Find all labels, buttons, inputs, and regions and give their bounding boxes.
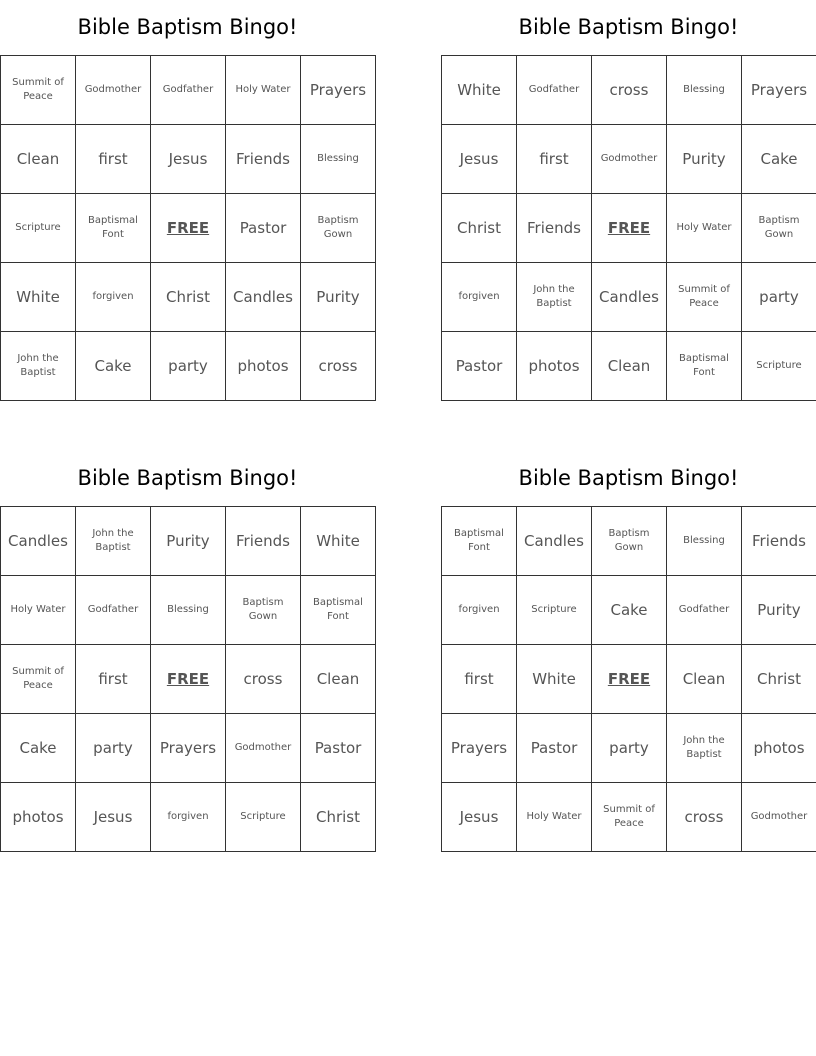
bingo-cell: White bbox=[301, 507, 376, 576]
bingo-row bbox=[442, 507, 816, 576]
bingo-cell: Purity bbox=[151, 507, 226, 576]
bingo-row bbox=[1, 576, 376, 645]
bingo-cell: Purity bbox=[301, 263, 376, 332]
bingo-cell: White bbox=[1, 263, 76, 332]
bingo-row bbox=[1, 194, 376, 263]
card-title: Bible Baptism Bingo! bbox=[518, 15, 739, 39]
bingo-cell: party bbox=[151, 332, 226, 401]
bingo-cell: Summit of Peace bbox=[1, 645, 76, 714]
bingo-cell: Clean bbox=[301, 645, 376, 714]
bingo-cell: Godfather bbox=[667, 576, 742, 645]
bingo-cell: Baptism Gown bbox=[592, 507, 667, 576]
bingo-row bbox=[442, 332, 816, 401]
bingo-cell: Scripture bbox=[226, 783, 301, 852]
bingo-cell: Clean bbox=[1, 125, 76, 194]
bingo-cell: Prayers bbox=[742, 56, 816, 125]
bingo-cell: Holy Water bbox=[667, 194, 742, 263]
bingo-grid bbox=[441, 55, 816, 401]
free-space-cell: FREE bbox=[592, 194, 667, 263]
bingo-cell: Pastor bbox=[517, 714, 592, 783]
bingo-cell: first bbox=[517, 125, 592, 194]
bingo-cell: Scripture bbox=[742, 332, 816, 401]
bingo-cell: Jesus bbox=[442, 783, 517, 852]
bingo-cell: party bbox=[76, 714, 151, 783]
bingo-grid bbox=[441, 506, 816, 852]
bingo-cell: photos bbox=[517, 332, 592, 401]
bingo-cell: John the Baptist bbox=[76, 507, 151, 576]
bingo-row bbox=[442, 125, 816, 194]
bingo-cell: cross bbox=[226, 645, 301, 714]
bingo-row bbox=[442, 576, 816, 645]
bingo-cell: Candles bbox=[226, 263, 301, 332]
bingo-cell: first bbox=[76, 125, 151, 194]
bingo-row bbox=[1, 645, 376, 714]
bingo-cell: Prayers bbox=[151, 714, 226, 783]
bingo-cell: John the Baptist bbox=[517, 263, 592, 332]
bingo-cell: forgiven bbox=[76, 263, 151, 332]
bingo-cell: Candles bbox=[517, 507, 592, 576]
bingo-cell: cross bbox=[667, 783, 742, 852]
bingo-cell: Cake bbox=[1, 714, 76, 783]
bingo-cell: Baptism Gown bbox=[301, 194, 376, 263]
card-title: Bible Baptism Bingo! bbox=[518, 466, 739, 490]
bingo-cell: Friends bbox=[226, 507, 301, 576]
bingo-card-2 bbox=[441, 0, 816, 401]
bingo-cell: Clean bbox=[592, 332, 667, 401]
bingo-cell: first bbox=[442, 645, 517, 714]
bingo-cell: White bbox=[442, 56, 517, 125]
bingo-cell: Blessing bbox=[667, 56, 742, 125]
bingo-cell: Godmother bbox=[592, 125, 667, 194]
bingo-row bbox=[442, 194, 816, 263]
bingo-cell: Godfather bbox=[151, 56, 226, 125]
bingo-cell: photos bbox=[1, 783, 76, 852]
bingo-cell: Purity bbox=[667, 125, 742, 194]
bingo-row bbox=[1, 332, 376, 401]
bingo-grid bbox=[0, 506, 376, 852]
bingo-cell: cross bbox=[301, 332, 376, 401]
bingo-cell: Christ bbox=[442, 194, 517, 263]
bingo-row bbox=[1, 783, 376, 852]
bingo-cell: cross bbox=[592, 56, 667, 125]
bingo-cell: Pastor bbox=[442, 332, 517, 401]
bingo-cell: Baptism Gown bbox=[742, 194, 816, 263]
free-space-cell: FREE bbox=[592, 645, 667, 714]
bingo-card-1 bbox=[0, 0, 375, 401]
card-title: Bible Baptism Bingo! bbox=[77, 466, 298, 490]
bingo-cell: Godfather bbox=[76, 576, 151, 645]
bingo-cell: Christ bbox=[151, 263, 226, 332]
bingo-cell: Godfather bbox=[517, 56, 592, 125]
bingo-cell: White bbox=[517, 645, 592, 714]
bingo-cell: Blessing bbox=[301, 125, 376, 194]
bingo-row bbox=[442, 714, 816, 783]
bingo-cell: photos bbox=[742, 714, 816, 783]
bingo-cell: Scripture bbox=[1, 194, 76, 263]
bingo-row bbox=[1, 125, 376, 194]
bingo-cell: Scripture bbox=[517, 576, 592, 645]
free-space-cell: FREE bbox=[151, 645, 226, 714]
bingo-cell: Candles bbox=[592, 263, 667, 332]
bingo-cell: party bbox=[742, 263, 816, 332]
bingo-cell: Blessing bbox=[667, 507, 742, 576]
bingo-cell: Godmother bbox=[742, 783, 816, 852]
bingo-row bbox=[442, 263, 816, 332]
bingo-cell: John the Baptist bbox=[667, 714, 742, 783]
bingo-cell: forgiven bbox=[151, 783, 226, 852]
bingo-cell: first bbox=[76, 645, 151, 714]
bingo-cell: Cake bbox=[742, 125, 816, 194]
bingo-cell: Jesus bbox=[151, 125, 226, 194]
bingo-row bbox=[1, 56, 376, 125]
bingo-cell: Cake bbox=[76, 332, 151, 401]
bingo-row bbox=[442, 645, 816, 714]
bingo-cell: forgiven bbox=[442, 263, 517, 332]
bingo-cell: Prayers bbox=[442, 714, 517, 783]
bingo-row bbox=[1, 263, 376, 332]
bingo-cell: Pastor bbox=[301, 714, 376, 783]
bingo-cell: Purity bbox=[742, 576, 816, 645]
bingo-cell: Baptism Gown bbox=[226, 576, 301, 645]
bingo-row bbox=[1, 507, 376, 576]
card-title: Bible Baptism Bingo! bbox=[77, 15, 298, 39]
bingo-cell: photos bbox=[226, 332, 301, 401]
bingo-row bbox=[442, 56, 816, 125]
bingo-cell: Friends bbox=[226, 125, 301, 194]
bingo-cell: Summit of Peace bbox=[1, 56, 76, 125]
bingo-cell: Godmother bbox=[226, 714, 301, 783]
bingo-grid bbox=[0, 55, 376, 401]
bingo-row bbox=[1, 714, 376, 783]
bingo-cell: Holy Water bbox=[226, 56, 301, 125]
bingo-card-3 bbox=[0, 451, 375, 852]
bingo-cell: Christ bbox=[301, 783, 376, 852]
bingo-cell: Baptismal Font bbox=[301, 576, 376, 645]
bingo-cell: Summit of Peace bbox=[592, 783, 667, 852]
bingo-cell: Holy Water bbox=[517, 783, 592, 852]
bingo-cell: Clean bbox=[667, 645, 742, 714]
bingo-cell: Cake bbox=[592, 576, 667, 645]
bingo-cell: Prayers bbox=[301, 56, 376, 125]
bingo-cell: Friends bbox=[517, 194, 592, 263]
bingo-cell: Pastor bbox=[226, 194, 301, 263]
bingo-cell: party bbox=[592, 714, 667, 783]
bingo-cell: Baptismal Font bbox=[76, 194, 151, 263]
bingo-cell: Baptismal Font bbox=[667, 332, 742, 401]
bingo-cell: Summit of Peace bbox=[667, 263, 742, 332]
bingo-cell: forgiven bbox=[442, 576, 517, 645]
bingo-card-4 bbox=[441, 451, 816, 852]
bingo-cell: Jesus bbox=[76, 783, 151, 852]
bingo-cell: Christ bbox=[742, 645, 816, 714]
free-space-cell: FREE bbox=[151, 194, 226, 263]
bingo-row bbox=[442, 783, 816, 852]
bingo-cell: John the Baptist bbox=[1, 332, 76, 401]
bingo-cell: Jesus bbox=[442, 125, 517, 194]
bingo-cell: Friends bbox=[742, 507, 816, 576]
bingo-cell: Godmother bbox=[76, 56, 151, 125]
bingo-cell: Blessing bbox=[151, 576, 226, 645]
bingo-cell: Baptismal Font bbox=[442, 507, 517, 576]
bingo-cell: Candles bbox=[1, 507, 76, 576]
bingo-cell: Holy Water bbox=[1, 576, 76, 645]
